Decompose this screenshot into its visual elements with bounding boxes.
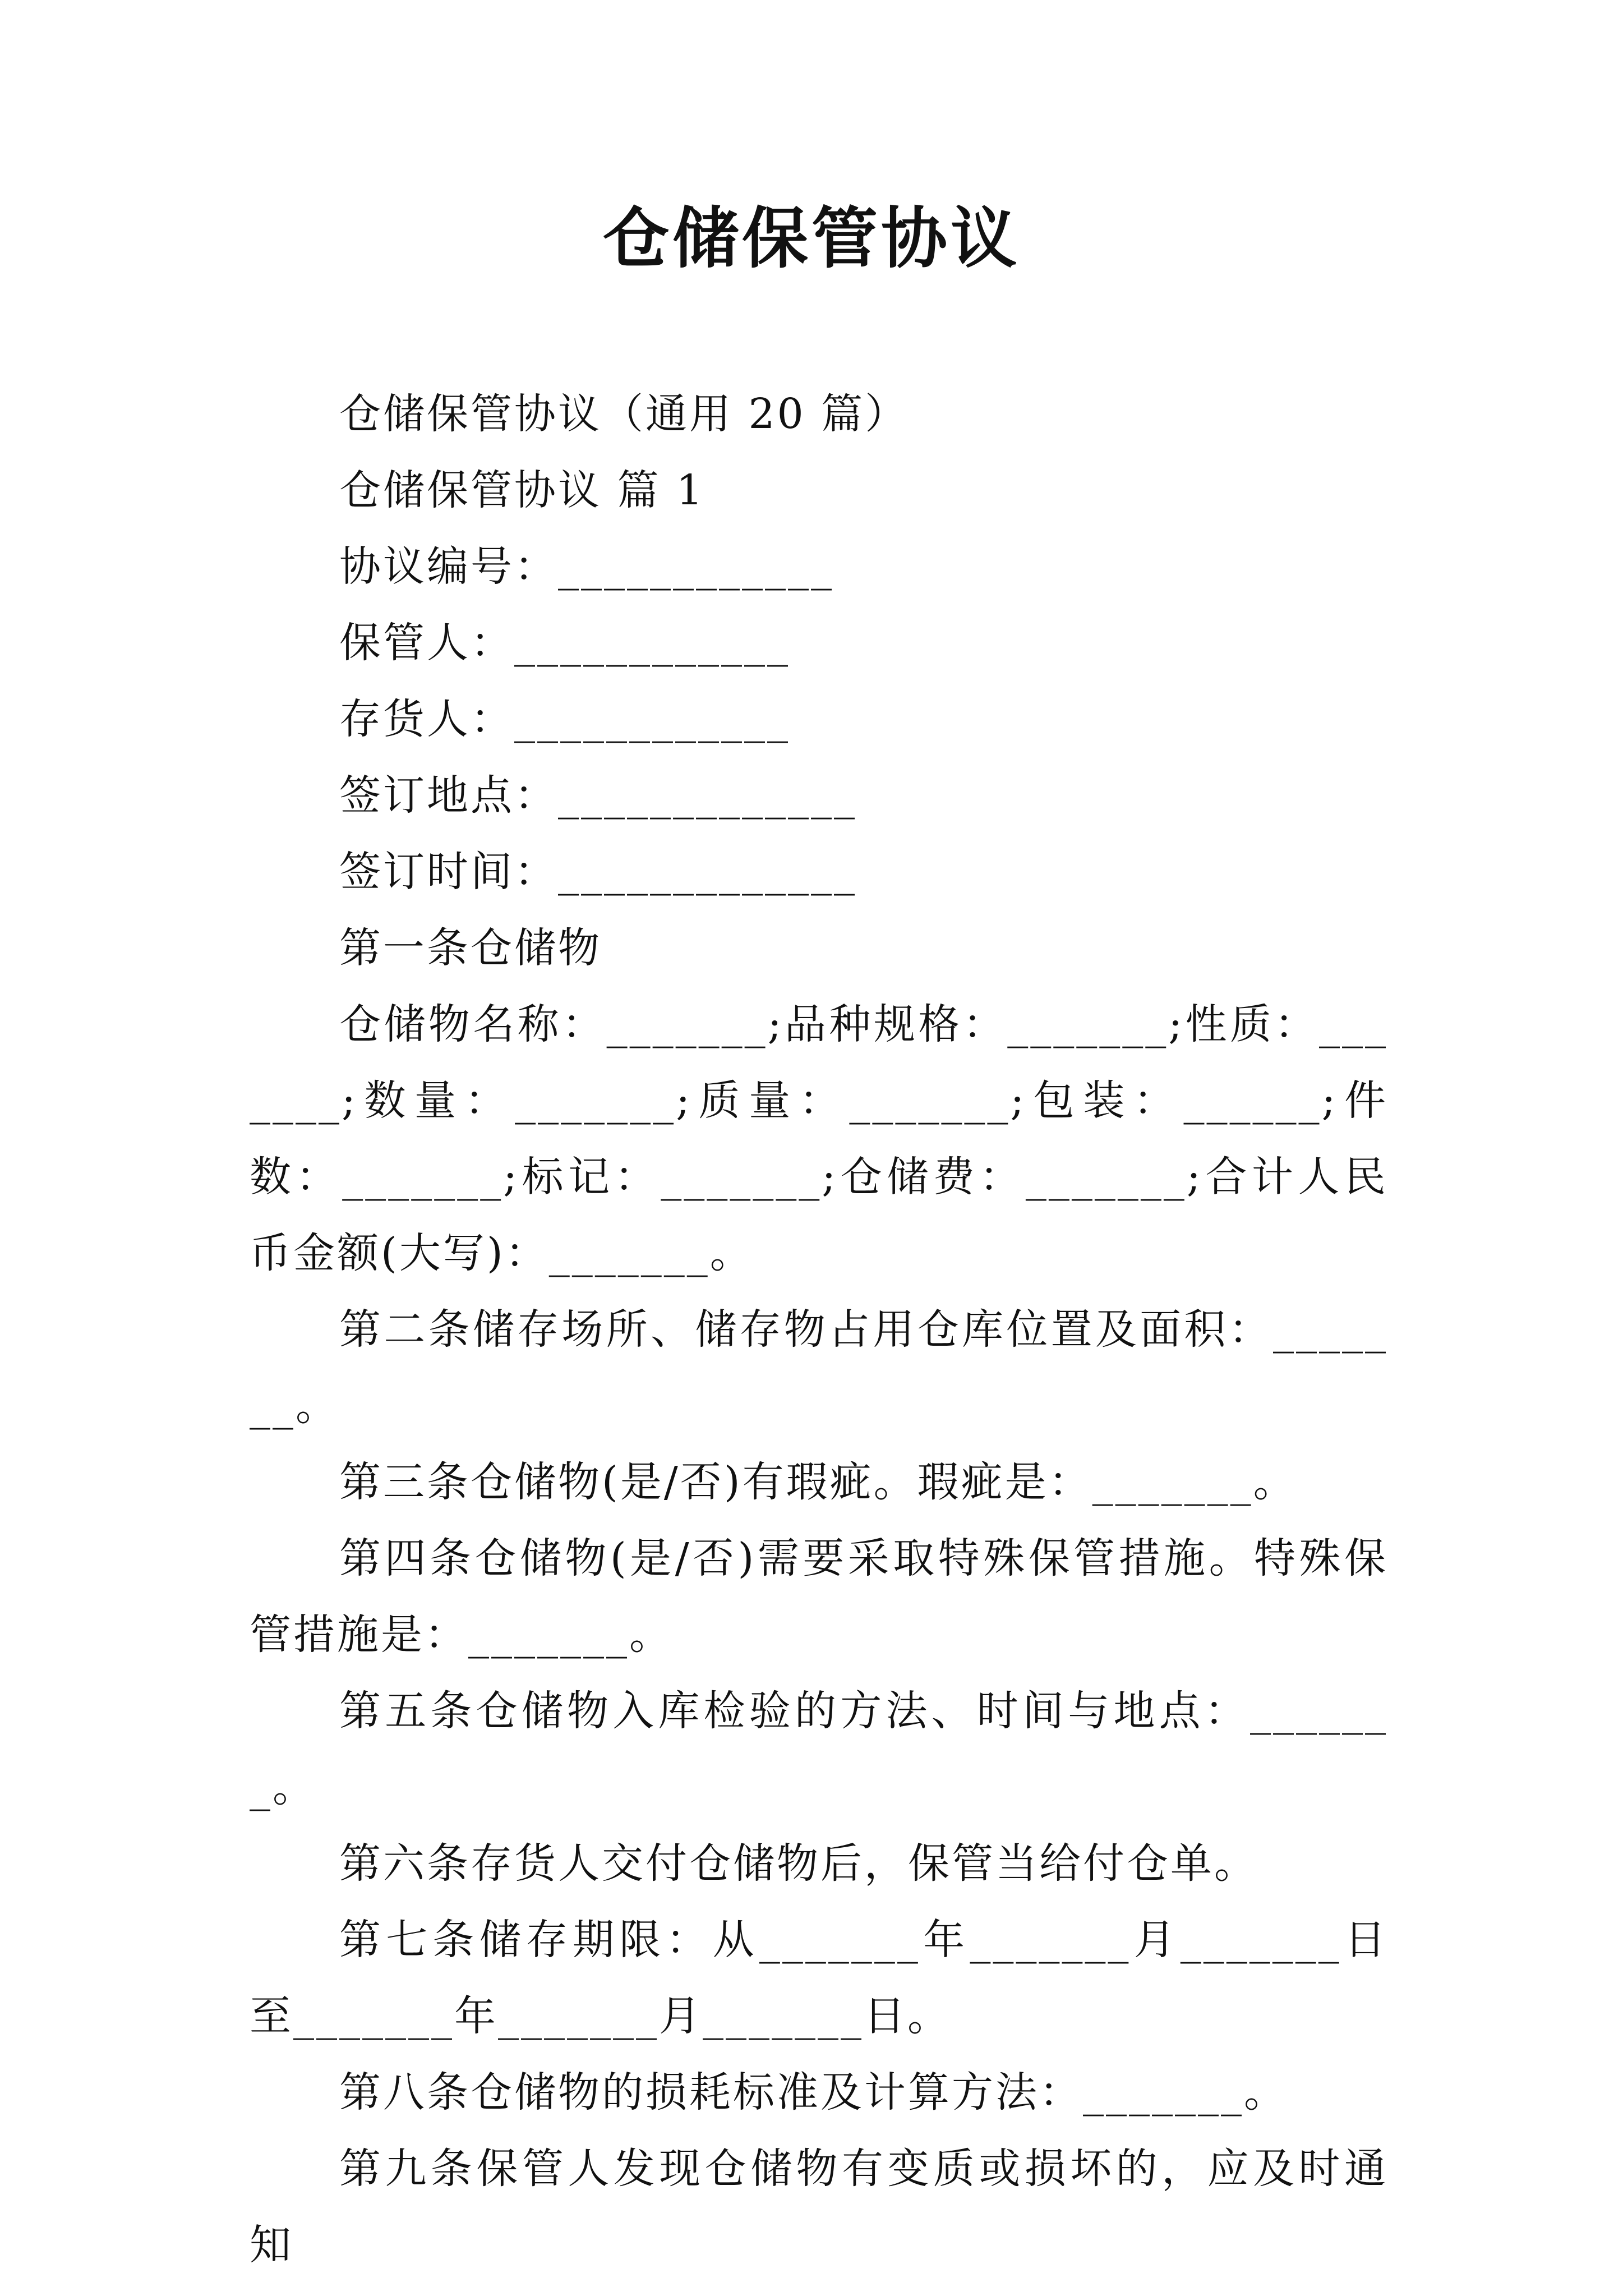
paragraph-article-7: 第七条储存期限：从_______年_______月_______日至_______年_______月_______日。 bbox=[250, 1916, 1388, 2040]
document-title: 仓储保管协议 bbox=[602, 199, 1020, 277]
paragraph-article-3: 第三条仓储物(是/否)有瑕疵。瑕疵是：_______。 bbox=[339, 1458, 1297, 1506]
paragraph-section-heading: 仓储保管协议 篇 1 bbox=[339, 466, 706, 514]
paragraph-article-5: 第五条仓储物入库检验的方法、时间与地点：_______。 bbox=[250, 1687, 1388, 1811]
document-body bbox=[250, 376, 1388, 2283]
paragraph-depositor: 存货人：____________ bbox=[339, 695, 790, 743]
paragraph-article-1-body: 仓储物名称：_______;品种规格：_______;性质：_______;数量：_______;质量：_______;包装：______;件数：_______;标记：_______;仓储费：_______;合计人民币金额(大写)：_______。 bbox=[250, 1000, 1388, 1277]
paragraph-signing-time: 签订时间：_____________ bbox=[339, 848, 857, 896]
paragraph-article-2: 第二条储存场所、储存物占用仓库位置及面积：_______。 bbox=[250, 1305, 1388, 1430]
paragraph-agreement-number: 协议编号：____________ bbox=[339, 542, 834, 591]
paragraph-article-1-heading: 第一条仓储物 bbox=[339, 924, 602, 972]
paragraph-subtitle: 仓储保管协议（通用 20 篇） bbox=[339, 390, 909, 438]
paragraph-custodian: 保管人：____________ bbox=[339, 619, 790, 667]
paragraph-article-9: 第九条保管人发现仓储物有变质或损坏的，应及时通知 bbox=[250, 2145, 1388, 2269]
paragraph-article-4: 第四条仓储物(是/否)需要采取特殊保管措施。特殊保管措施是：_______。 bbox=[250, 1534, 1388, 1659]
paragraph-article-6: 第六条存货人交付仓储物后，保管当给付仓单。 bbox=[339, 1839, 1258, 1888]
paragraph-signing-place: 签订地点：_____________ bbox=[339, 771, 857, 820]
paragraph-article-8: 第八条仓储物的损耗标准及计算方法：_______。 bbox=[339, 2068, 1288, 2116]
